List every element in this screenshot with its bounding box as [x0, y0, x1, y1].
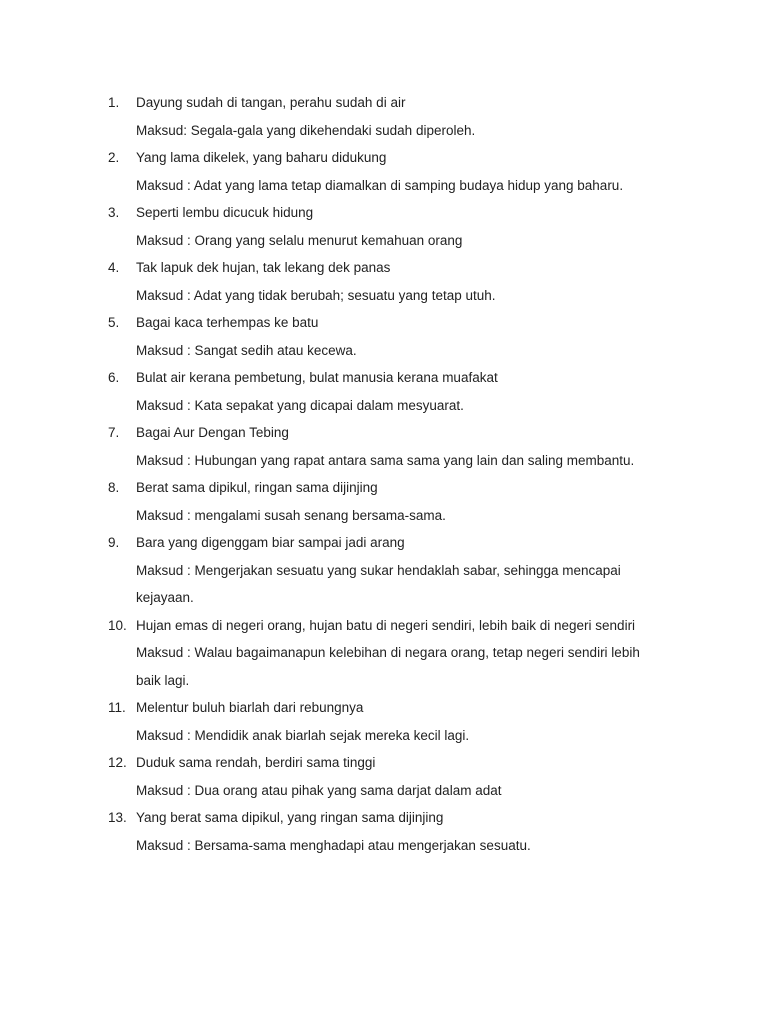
meaning-text: Maksud : Adat yang lama tetap diamalkan di samping budaya hidup yang baharu. [136, 177, 624, 193]
proverb-text: Yang berat sama dipikul, yang ringan sama dijinjing [136, 810, 444, 825]
meaning-text: Maksud : Walau bagaimanapun kelebihan di negara orang, tetap negeri sendiri lebih baik lagi. [136, 645, 640, 688]
list-item [108, 612, 708, 695]
list-item [108, 474, 708, 529]
item-number: 7. [108, 425, 120, 440]
proverb-text: Melentur buluh biarlah dari rebungnya [136, 700, 364, 715]
list-item [108, 89, 708, 144]
list-item [108, 309, 708, 364]
meaning-text: Maksud : Bersama-sama menghadapi atau mengerjakan sesuatu. [136, 837, 531, 853]
item-number: 4. [108, 260, 120, 275]
meaning-text: Maksud : Orang yang selalu menurut kemahuan orang [136, 232, 463, 248]
item-number: 12. [108, 755, 127, 770]
list-item [108, 144, 708, 199]
item-number: 5. [108, 315, 120, 330]
meaning-text: Maksud : Kata sepakat yang dicapai dalam mesyuarat. [136, 397, 464, 413]
meaning-text: Maksud : Mendidik anak biarlah sejak mereka kecil lagi. [136, 727, 470, 743]
item-number: 3. [108, 205, 120, 220]
item-number: 13. [108, 810, 127, 825]
list-item [108, 749, 708, 804]
item-number: 10. [108, 617, 127, 633]
item-number: 8. [108, 480, 120, 495]
item-number: 11. [108, 700, 126, 715]
proverb-text: Bagai Aur Dengan Tebing [136, 425, 289, 440]
proverb-text: Duduk sama rendah, berdiri sama tinggi [136, 755, 376, 770]
proverb-text: Berat sama dipikul, ringan sama dijinjing [136, 480, 378, 495]
meaning-text: Maksud : Dua orang atau pihak yang sama darjat dalam adat [136, 782, 502, 798]
meaning-text: Maksud : Hubungan yang rapat antara sama sama yang lain dan saling membantu. [136, 452, 635, 468]
meaning-text: Maksud: Segala-gala yang dikehendaki sudah diperoleh. [136, 122, 476, 138]
proverb-list [108, 89, 708, 859]
item-number: 9. [108, 535, 120, 550]
list-item [108, 694, 708, 749]
list-item [108, 254, 708, 309]
list-item [108, 419, 708, 474]
proverb-text: Seperti lembu dicucuk hidung [136, 205, 314, 220]
proverb-text: Tak lapuk dek hujan, tak lekang dek panas [136, 260, 391, 275]
proverb-text: Yang lama dikelek, yang baharu didukung [136, 150, 387, 165]
list-item [108, 364, 708, 419]
meaning-text: Maksud : mengalami susah senang bersama-sama. [136, 507, 446, 523]
item-number: 2. [108, 150, 120, 165]
meaning-text: Maksud : Sangat sedih atau kecewa. [136, 342, 357, 358]
proverb-text: Bulat air kerana pembetung, bulat manusia kerana muafakat [136, 370, 498, 385]
meaning-text: Maksud : Mengerjakan sesuatu yang sukar hendaklah sabar, sehingga mencapai kejayaan. [136, 562, 621, 605]
proverb-text: Dayung sudah di tangan, perahu sudah di air [136, 95, 406, 110]
proverb-text: Bara yang digenggam biar sampai jadi arang [136, 535, 405, 550]
meaning-text: Maksud : Adat yang tidak berubah; sesuatu yang tetap utuh. [136, 287, 496, 303]
list-item [108, 199, 708, 254]
list-item [108, 804, 708, 859]
item-number: 1. [108, 95, 120, 110]
list-item [108, 529, 708, 612]
proverb-text: Bagai kaca terhempas ke batu [136, 315, 319, 330]
proverb-text: Hujan emas di negeri orang, hujan batu di negeri sendiri, lebih baik di negeri sendiri [136, 617, 636, 633]
item-number: 6. [108, 370, 120, 385]
